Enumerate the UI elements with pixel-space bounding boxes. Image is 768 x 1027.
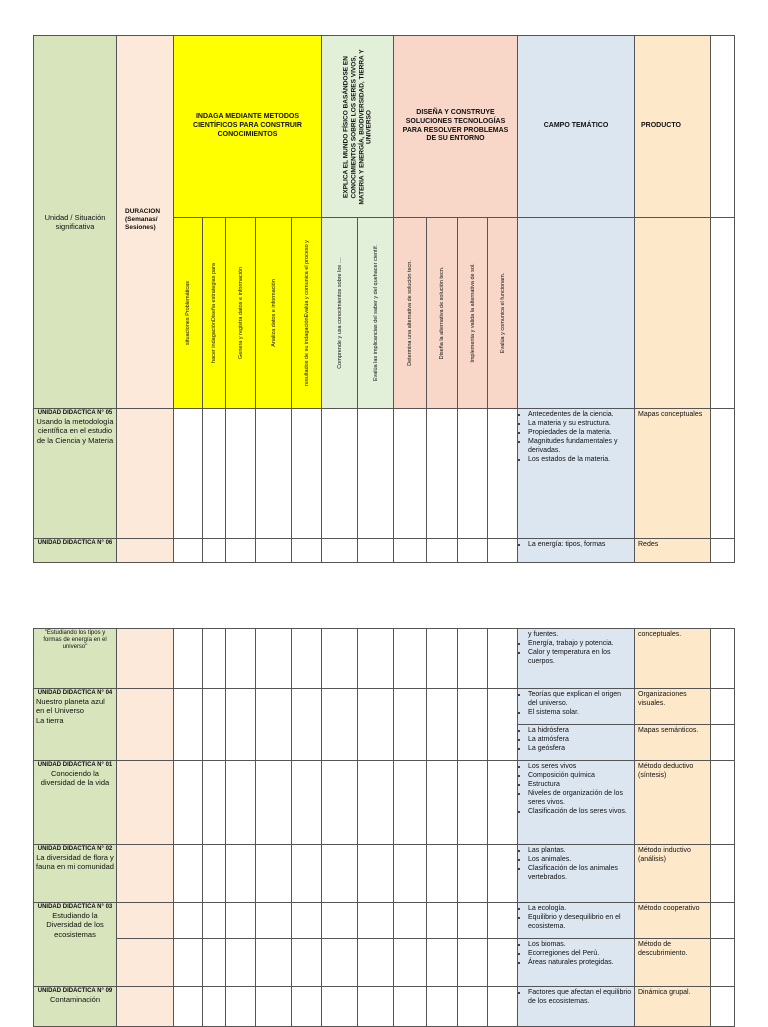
list-item: • Clasificación de los animales vertebrados. — [528, 864, 632, 882]
sub-indaga-2: hacer indagaciónDiseña estrategias para — [211, 263, 217, 363]
list-item: • Las plantas. — [528, 846, 632, 855]
product-cell-energia: conceptuales. — [635, 629, 711, 689]
topics-cell-u04-a — [518, 689, 635, 725]
list-item: • El sistema solar. — [528, 708, 632, 717]
unit-cell-u03 — [34, 903, 117, 987]
unit-cell-u02 — [34, 845, 117, 903]
list-item: • Estructura — [528, 780, 632, 789]
product-cell-u06: Redes — [635, 539, 711, 563]
disena-header-cell — [394, 36, 518, 218]
campo-header-cell — [518, 36, 635, 218]
unit-cell-u01 — [34, 761, 117, 845]
unit-title: Conociendo la diversidad de la vida — [40, 768, 110, 788]
campo-header: CAMPO TEMÁTICO — [543, 122, 609, 130]
topics-cell-u01 — [518, 761, 635, 845]
unit-label: UNIDAD DIDACTICA N° 06 — [37, 540, 113, 546]
sub-indaga-5: resultados de su indagaciónEvalúa y comunica el proceso y — [303, 240, 310, 386]
unit-cell-u04 — [34, 689, 117, 761]
list-item: • Ecorregiones del Perú. — [528, 949, 632, 958]
list-item: • Teorías que explican el origen del universo. — [528, 690, 632, 708]
list-item: • Energía, trabajo y potencia. — [528, 639, 632, 648]
topics-cell-u06 — [518, 539, 635, 563]
list-item: • Los animales. — [528, 855, 632, 864]
unit-cell-u09 — [34, 987, 117, 1027]
indaga-header-cell — [174, 36, 322, 218]
list-item: • Composición química — [528, 771, 632, 780]
topics-cell-u03-b — [518, 939, 635, 987]
topics-cell-u05 — [518, 409, 635, 539]
list-item: • Los estados de la materia. — [528, 455, 632, 464]
table-row — [34, 761, 735, 845]
list-item: • La hidrósfera — [528, 726, 632, 735]
topics-cell-u02 — [518, 845, 635, 903]
list-item: • Los seres vivos — [528, 762, 632, 771]
list-item: • La atmósfera — [528, 735, 632, 744]
product-cell-u04-a: Organizaciones visuales. — [635, 689, 711, 725]
list-item: • Calor y temperatura en los cuerpos. — [528, 648, 632, 666]
list-item: • Propiedades de la materia. — [528, 428, 632, 437]
list-item: • La ecología. — [528, 904, 632, 913]
list-item: • Magnitudes fundamentales y derivadas. — [528, 437, 632, 455]
explica-header: EXPLICA EL MUNDO FÍSICO BASÁNDOSE EN CONOCIMIENTOS SOBRE LOS SERES VIVOS, MATERIA Y ENERGÍA, BIODIVERSIDAD, TIERRA Y UNIVERSO — [341, 48, 373, 205]
list-item: • La materia y su estructura. — [528, 419, 632, 428]
topic-continuation: y fuentes. — [528, 631, 559, 638]
extra-col-header — [711, 36, 735, 218]
unit-title: Estudiando la Diversidad de los ecosistemas — [46, 910, 104, 939]
producto-header: PRODUCTO — [641, 122, 681, 129]
unit-label: UNIDAD DIDÁCTICA N° 01 — [37, 762, 113, 768]
unit-label: UNIDAD DIDACTICA N° 05 — [37, 410, 113, 416]
sub-indaga-4: Analiza datos e información — [270, 279, 277, 347]
indaga-header: INDAGA MEDIANTE METODOS CIENTÍFICOS PARA CONSTRUIR CONOCIMIENTOS — [193, 113, 302, 138]
producto-header-cell — [635, 36, 711, 218]
planning-table-page-2 — [33, 628, 735, 1027]
topics-cell-u03-a — [518, 903, 635, 939]
topics-cell-u04-b — [518, 725, 635, 761]
table-row — [34, 409, 735, 539]
unit-label: UNIDAD DIDACTICA N° 02 — [37, 846, 113, 852]
sub-explica-1: Comprende y usa conocimientos sobre los .... — [336, 257, 343, 369]
table-row — [34, 689, 735, 761]
product-cell-u02: Método inductivo (análisis) — [635, 845, 711, 903]
list-item: • Equilibrio y desequilibrio en el ecosistema. — [528, 913, 632, 931]
unit-title: Usando la metodología científica en el estudio de la Ciencia y Materia — [36, 416, 114, 445]
sub-indaga-3: Genera y registra datos e información — [237, 266, 244, 360]
planning-table-page-1 — [33, 35, 735, 563]
unit-cell-energia: "Estudiando los tipos y formas de energía en el universo" — [34, 629, 117, 689]
unit-title: Contaminación — [49, 994, 101, 1004]
subheader-row — [174, 218, 735, 409]
unit-label: UNIDAD DIDACTICA N° 03 — [37, 904, 113, 910]
list-item: • La geósfera — [528, 744, 632, 753]
sub-disena-1: Determina una alternativa de solución tecn. — [407, 260, 413, 366]
disena-header: DISEÑA Y CONSTRUYE SOLUCIONES TECNOLOGÍAS PARA RESOLVER PROBLEMAS DE SU ENTORNO — [402, 109, 509, 143]
list-item: • Niveles de organización de los seres vivos. — [528, 789, 632, 807]
duracion-header: DURACION (Semanas/ Sesiones) — [125, 208, 161, 232]
product-cell-u03-a: Método cooperativo — [635, 903, 711, 939]
table-row — [34, 903, 735, 987]
product-cell-u09: Dinámica grupal. — [635, 987, 711, 1027]
unit-label: UNIDAD DIDÁCTICA N° 09 — [37, 988, 113, 994]
unit-cell-u05 — [34, 409, 117, 539]
table-row — [34, 987, 735, 1027]
list-item: • La energía: tipos, formas — [528, 540, 632, 549]
table-row — [34, 629, 735, 689]
unit-title: La diversidad de flora y fauna en mi comunidad — [36, 852, 114, 872]
unit-label: UNIDAD DIDACTICA N° 04 — [37, 690, 113, 696]
sub-disena-3: Implementa y valida la alternativa de sol. — [469, 263, 476, 363]
product-cell-u04-b: Mapas semánticos. — [635, 725, 711, 761]
list-item: • Clasificación de los seres vivos. — [528, 807, 632, 816]
explica-header-cell — [322, 36, 394, 218]
topics-cell-energia — [518, 629, 635, 689]
duracion-header-cell — [117, 36, 174, 409]
unit-cell-u06 — [34, 539, 117, 563]
product-cell-u03-b: Método de descubrimiento. — [635, 939, 711, 987]
topics-cell-u09 — [518, 987, 635, 1027]
list-item: • Antecedentes de la ciencia. — [528, 410, 632, 419]
table-row — [34, 539, 735, 563]
sub-explica-2: Evalúa las implicancias del saber y del quehacer científ. — [372, 244, 379, 382]
unit-subtitle: La tierra — [36, 715, 64, 725]
sub-disena-2: Diseña la alternativa de solución tecn. — [439, 266, 445, 360]
unit-title: Nuestro planeta azul en el Universo — [36, 696, 105, 716]
sub-disena-4: Evalúa y comunica el funcionam. — [499, 272, 506, 354]
product-cell-u05: Mapas conceptuales — [635, 409, 711, 539]
unidad-header: Unidad / Situación significativa — [44, 212, 106, 231]
list-item: • Factores que afectan el equilibrio de los ecosistemas. — [528, 988, 632, 1006]
table-row — [34, 845, 735, 903]
list-item: • Áreas naturales protegidas. — [528, 958, 632, 967]
sub-indaga-1: situaciones Problemáticas — [185, 281, 191, 345]
header-row — [34, 36, 735, 409]
unidad-header-cell — [34, 36, 117, 409]
list-item: • Los biomas. — [528, 940, 632, 949]
product-cell-u01: Método deductivo (síntesis) — [635, 761, 711, 845]
